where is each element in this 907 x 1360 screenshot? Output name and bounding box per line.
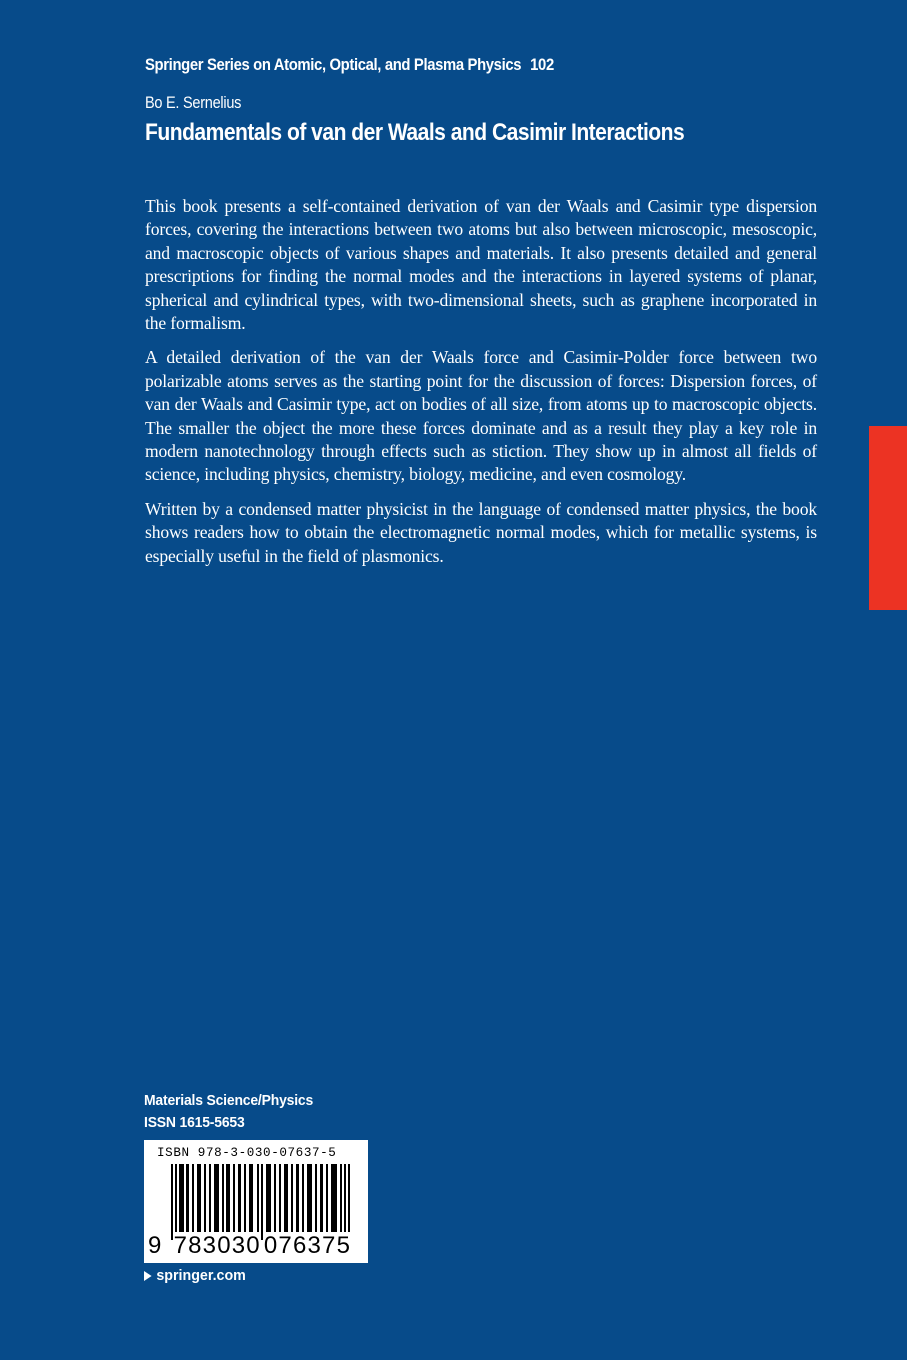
triangle-arrow-right-icon xyxy=(144,1271,152,1281)
book-title: Fundamentals of van der Waals and Casimir Interactions xyxy=(145,119,685,146)
series-name: Springer Series on Atomic, Optical, and Plasma Physics xyxy=(145,56,522,74)
subject-category: Materials Science/Physics xyxy=(144,1092,314,1109)
isbn-label: ISBN 978-3-030-07637-5 xyxy=(157,1146,337,1160)
blurb-paragraph-2: A detailed derivation of the van der Waals force and Casimir-Polder force between two polarizable atoms serves as the starting point for the discussion of forces: Dispersion forces, of van der Waals and Casimir type, act on bodies of all size, from atoms up to macroscopic objects. The smaller the object the more these forces dominate and as a result they play a key role in modern nanotechnology through effects such as stiction. They show up in almost all fields of science, including physics, chemistry, biology, medicine, and even cosmology. xyxy=(145,347,817,485)
red-edge-tab xyxy=(869,426,907,610)
ean-left-group: 783030 xyxy=(173,1232,261,1259)
issn-number: ISSN 1615-5653 xyxy=(144,1114,245,1131)
website-label: springer.com xyxy=(156,1267,246,1284)
series-number: 102 xyxy=(530,56,554,74)
ean-right-group: 076375 xyxy=(263,1232,352,1259)
subject-block xyxy=(144,1090,313,1134)
ean-lead-digit: 9 xyxy=(148,1232,163,1259)
series-line xyxy=(145,56,554,75)
blurb-paragraph-3: Written by a condensed matter physicist in the language of condensed matter physics, the book shows readers how to obtain the electromagnetic normal modes, which for metallic systems, is especially useful in the field of plasmonics. xyxy=(145,498,817,566)
blurb xyxy=(145,195,817,579)
author-name: Bo E. Sernelius xyxy=(145,94,242,112)
website-link[interactable] xyxy=(144,1267,246,1284)
isbn-barcode xyxy=(144,1140,368,1263)
blurb-paragraph-1: This book presents a self-contained derivation of van der Waals and Casimir type dispersion forces, covering the interactions between two atoms but also between microscopic, mesoscopic, and macroscopic objects of various shapes and materials. It also presents detailed and general prescriptions for finding the normal modes and the interactions in layered systems of planar, spherical and cylindrical types, with two-dimensional sheets, such as graphene incorporated in the formalism. xyxy=(145,196,817,334)
barcode-bars-icon xyxy=(171,1164,355,1240)
ean-digits xyxy=(148,1233,351,1259)
